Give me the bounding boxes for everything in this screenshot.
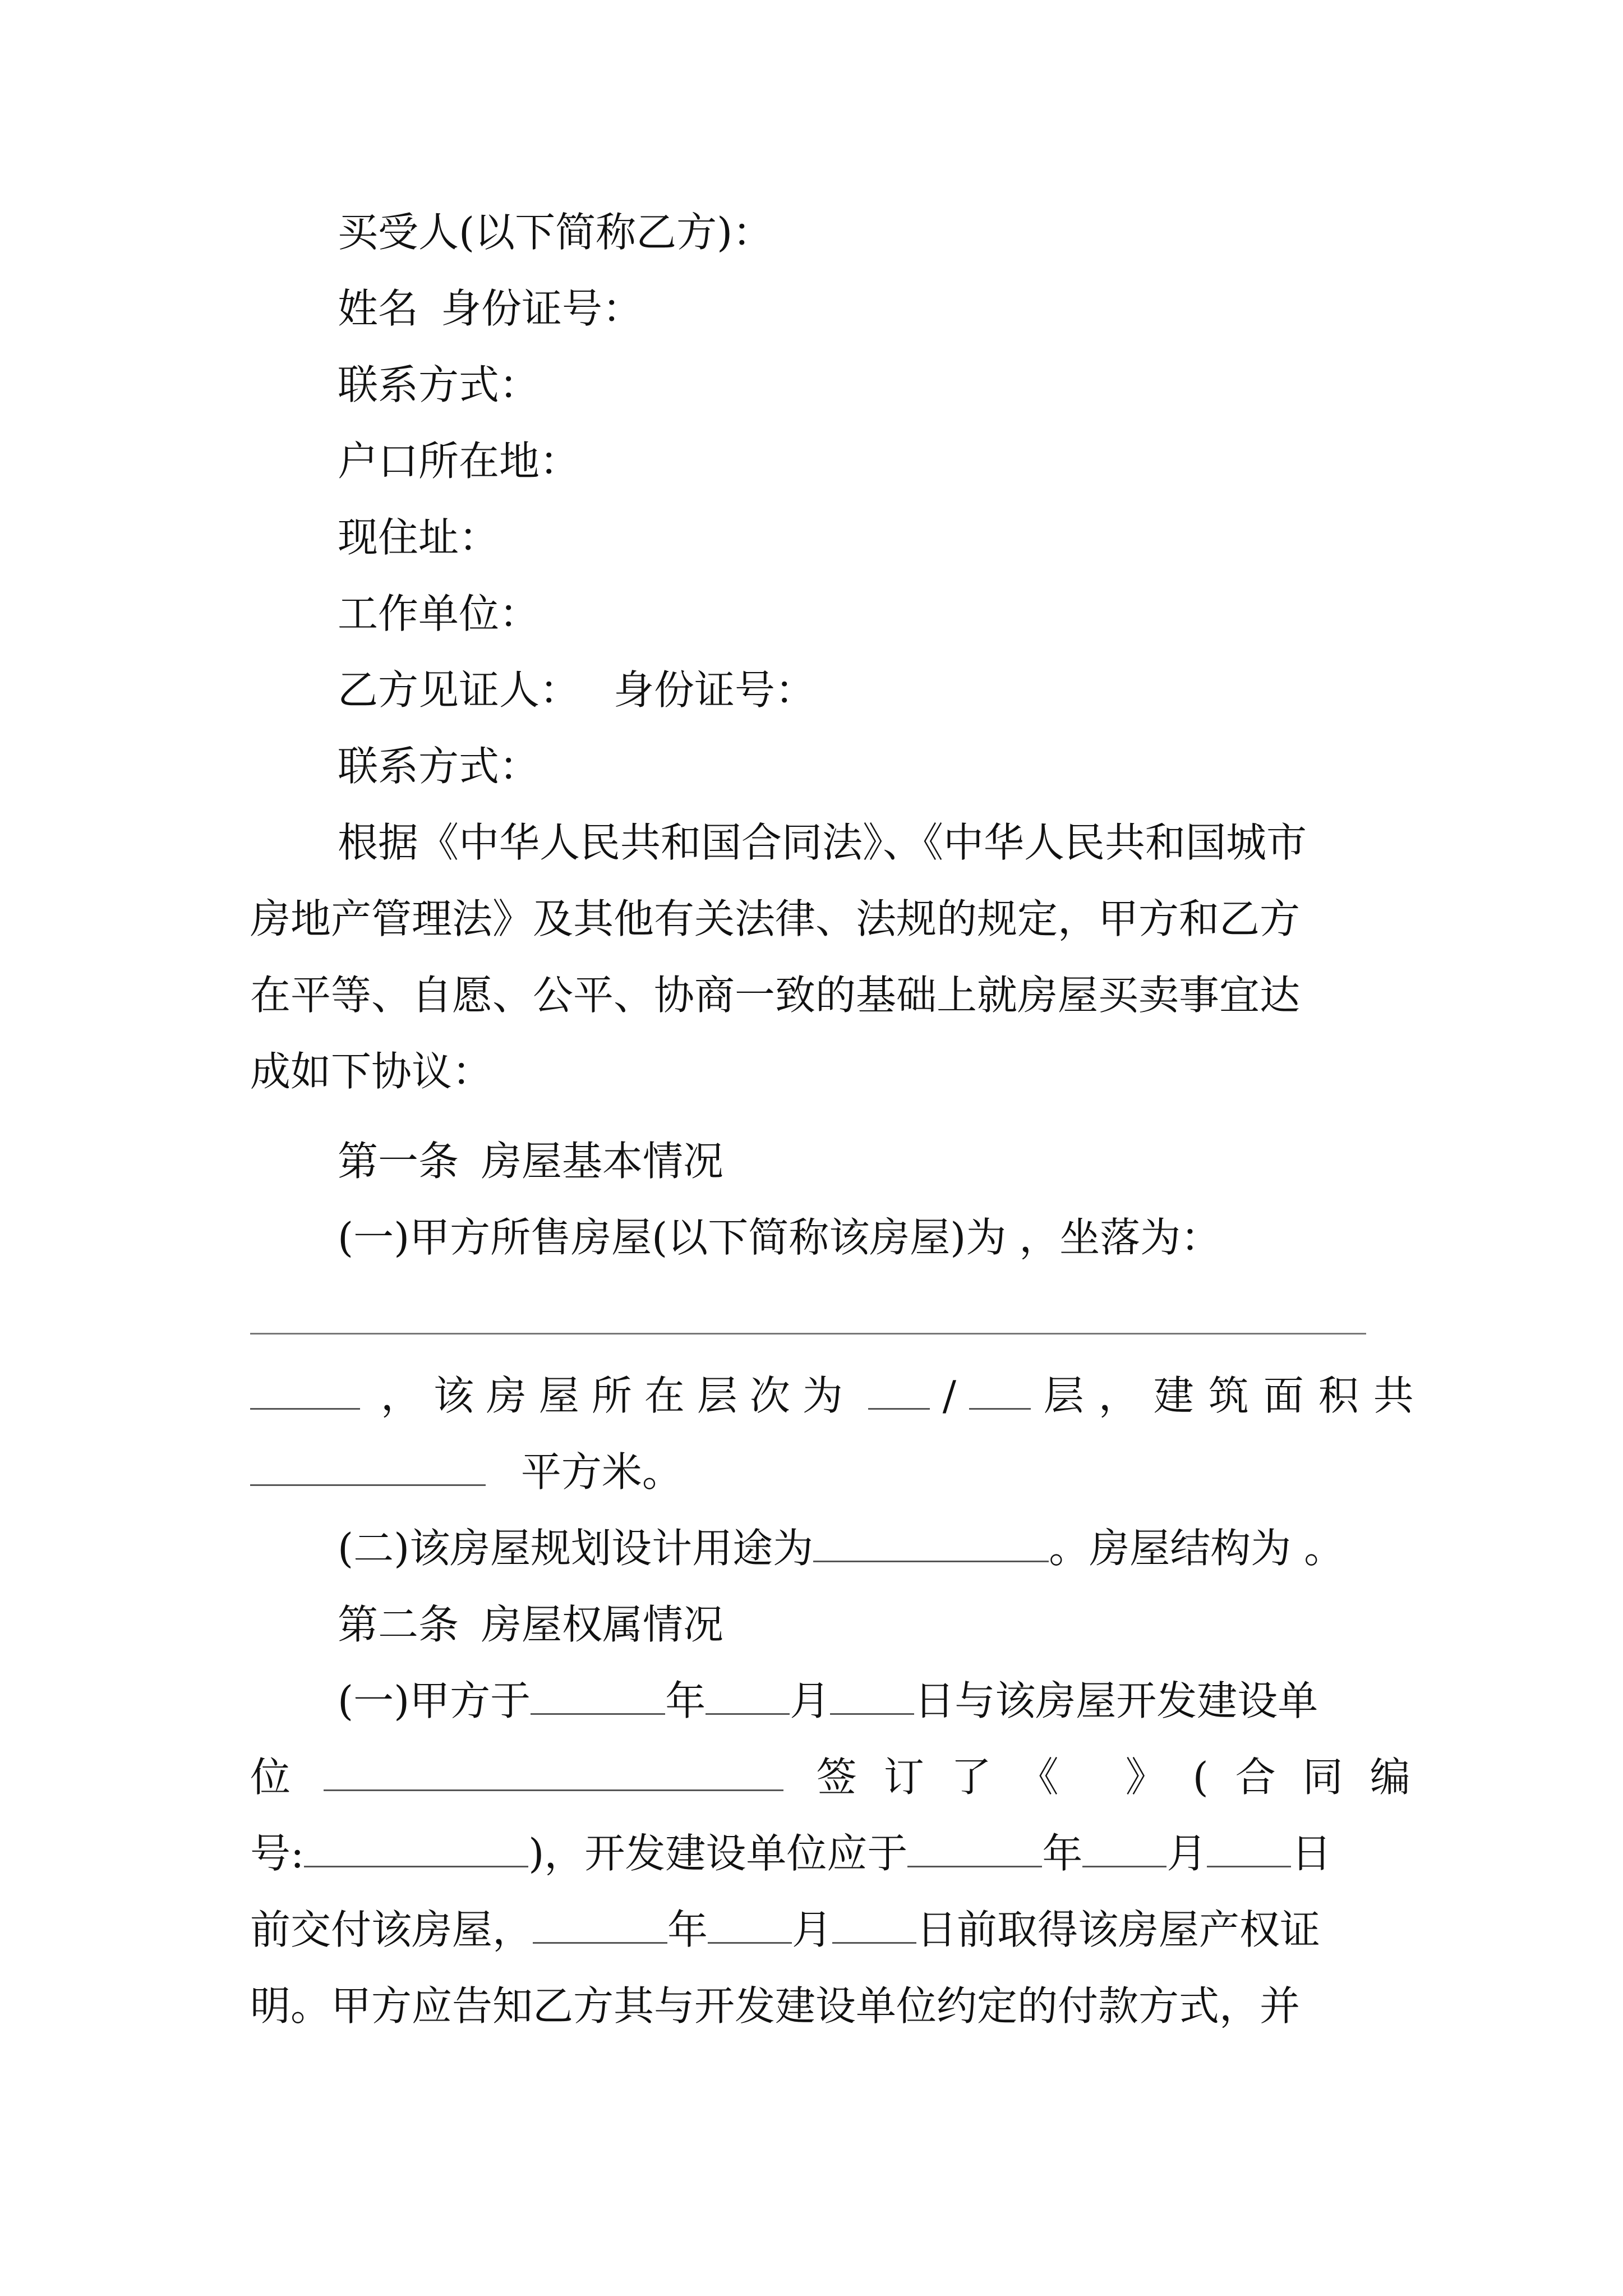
current-address-line: 现住址： <box>338 514 500 561</box>
blank-field <box>813 1557 1049 1562</box>
blank-field <box>830 1710 914 1715</box>
floor-area-line: ，该房屋所在层次为 / 层，建筑面积共 <box>250 1369 1381 1423</box>
location-blank-line <box>250 1333 1366 1335</box>
witness-line: 乙方见证人： 身份证号： <box>338 666 816 714</box>
blank-field <box>250 1405 360 1410</box>
buyer-heading: 买受人(以下简称乙方)： <box>338 209 773 256</box>
preamble-line-4: 成如下协议： <box>250 1048 493 1095</box>
blank-field <box>304 1862 528 1867</box>
article-2-heading: 第二条 房屋权属情况 <box>338 1601 724 1648</box>
blank-field <box>1082 1862 1166 1867</box>
article-2-clause-1-line-4: 前交付该房屋， 年 月 日前取得该房屋产权证 <box>250 1906 1321 1953</box>
article-1-clause-1: (一)甲方所售房屋(以下简称该房屋)为 ，坐落为： <box>338 1214 1221 1261</box>
blank-field <box>907 1862 1042 1867</box>
blank-field <box>868 1405 930 1410</box>
blank-field <box>969 1405 1031 1410</box>
blank-field <box>250 1481 486 1486</box>
witness-contact-line: 联系方式： <box>338 743 540 790</box>
article-2-clause-1-line-2: 位 签订了《 》(合同编 <box>250 1754 1437 1801</box>
household-registration-line: 户口所在地： <box>338 438 580 485</box>
article-2-clause-1-line-1: (一)甲方于 年 月 日与该房屋开发建设单 <box>338 1677 1318 1724</box>
area-unit-line: 平方米。 <box>250 1445 1381 1499</box>
blank-field <box>832 1939 916 1944</box>
name-id-line: 姓名 身份证号： <box>338 285 643 332</box>
preamble-line-1: 根据《中华人民共和国合同法》、《中华人民共和国城市 <box>338 819 1307 866</box>
article-1-clause-2: (二)该房屋规划设计用途为 。房屋结构为 。 <box>338 1525 1345 1572</box>
contact-line: 联系方式： <box>338 361 540 408</box>
article-2-clause-1-line-3: 号: )，开发建设单位应于 年 月 日 <box>250 1830 1332 1877</box>
blank-field <box>1207 1862 1291 1867</box>
blank-field <box>706 1710 790 1715</box>
article-1-heading: 第一条 房屋基本情况 <box>338 1138 724 1185</box>
blank-field <box>708 1939 792 1944</box>
preamble-line-3: 在平等、自愿、公平、协商一致的基础上就房屋买卖事宜达 <box>250 972 1301 1019</box>
blank-field <box>531 1710 665 1715</box>
preamble-line-2: 房地产管理法》及其他有关法律、法规的规定，甲方和乙方 <box>250 895 1301 942</box>
article-2-clause-1-line-5: 明。甲方应告知乙方其与开发建设单位约定的付款方式，并 <box>250 1982 1301 2030</box>
employer-line: 工作单位： <box>338 590 540 637</box>
blank-field <box>324 1786 783 1791</box>
blank-field <box>533 1939 667 1944</box>
